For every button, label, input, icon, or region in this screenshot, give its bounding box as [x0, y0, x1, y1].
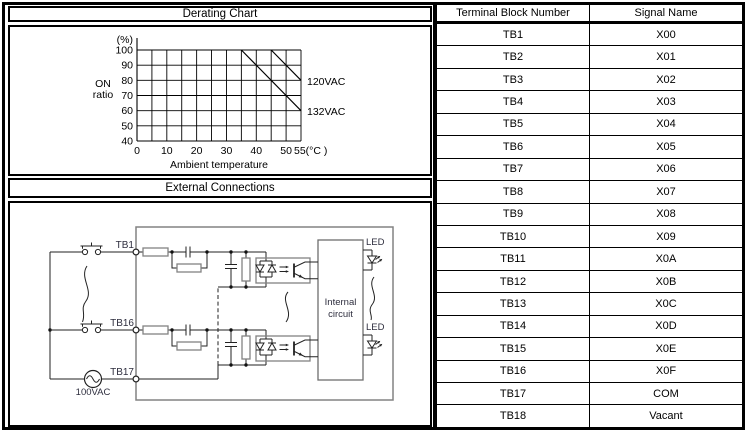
- signal-name-cell: X0A: [655, 253, 677, 266]
- table-row: [437, 204, 742, 226]
- tb17-label: TB17: [110, 367, 134, 378]
- input-circuit-tb16: [50, 321, 318, 367]
- y-axis-title-line2: ratio: [92, 89, 114, 101]
- terminal-block-cell: TB12: [437, 271, 590, 292]
- terminal-block-cell: TB17: [437, 383, 590, 404]
- table-row: [437, 69, 742, 91]
- y-tick-label: 100: [115, 44, 133, 57]
- terminal-block-cell: TB11: [437, 248, 590, 269]
- terminal-block-cell: TB5: [437, 114, 590, 135]
- table-row: [437, 316, 742, 338]
- terminal-block-cell: TB15: [437, 338, 590, 359]
- x-tick-label: 30: [220, 145, 233, 157]
- y-tick-label: 40: [121, 135, 133, 148]
- table-row: [437, 46, 742, 68]
- led-indicator-bottom: [363, 335, 382, 355]
- table-row: [437, 293, 742, 315]
- col-header-terminal-block: Terminal Block Number: [437, 5, 590, 21]
- continuation-squiggle-middle: [285, 292, 288, 322]
- terminal-block-cell: TB4: [437, 91, 590, 112]
- tb1-label: TB1: [115, 240, 134, 251]
- led-indicator-top: [363, 250, 382, 270]
- led-top-label: LED: [366, 237, 385, 248]
- derating-chart-panel: [8, 25, 432, 176]
- table-row: [437, 181, 742, 203]
- col-header-signal-name: Signal Name: [634, 7, 698, 19]
- y-tick-label: 80: [121, 74, 133, 87]
- signal-name-cell: X01: [656, 51, 676, 64]
- derating-chart-title: Derating Chart: [182, 8, 258, 20]
- signal-name-cell: X00: [656, 28, 676, 41]
- external-connections-diagram: [10, 203, 430, 425]
- y-tick-label: 60: [121, 105, 133, 118]
- table-row: [437, 405, 742, 426]
- terminal-block-cell: TB6: [437, 136, 590, 157]
- tb16-label: TB16: [110, 318, 134, 329]
- y-axis-title-line1: ON: [95, 78, 111, 90]
- signal-name-cell: X0D: [655, 320, 677, 333]
- terminal-block-cell: TB9: [437, 204, 590, 225]
- table-row: [437, 226, 742, 248]
- x-tick-label: 0: [134, 145, 140, 157]
- internal-circuit-label-line2: circuit: [328, 309, 353, 320]
- y-tick-label: 90: [121, 59, 133, 72]
- table-row: [437, 91, 742, 113]
- table-body: [437, 24, 742, 427]
- series-label-120VAC: 120VAC: [307, 75, 346, 88]
- terminal-block-cell: TB10: [437, 226, 590, 247]
- terminal-block-table: [433, 5, 742, 427]
- signal-name-cell: Vacant: [649, 410, 683, 423]
- table-row: [437, 361, 742, 383]
- continuation-squiggle-right: [370, 277, 374, 320]
- x-tick-label: 40: [250, 145, 263, 157]
- x-tick-label: 50: [280, 145, 292, 157]
- signal-name-cell: X0C: [655, 297, 677, 310]
- signal-name-cell: X07: [656, 185, 676, 198]
- table-row: [437, 159, 742, 181]
- terminal-block-cell: TB13: [437, 293, 590, 314]
- table-row: [437, 114, 742, 136]
- signal-name-cell: X08: [656, 208, 676, 221]
- external-connections-title: External Connections: [165, 182, 275, 194]
- signal-name-cell: X0F: [655, 365, 677, 378]
- signal-name-cell: X04: [656, 118, 676, 131]
- table-row: [437, 338, 742, 360]
- table-row: [437, 383, 742, 405]
- signal-name-cell: X05: [656, 140, 676, 153]
- terminal-block-cell: TB7: [437, 159, 590, 180]
- table-row: [437, 271, 742, 293]
- source-voltage-label: 100VAC: [75, 387, 111, 398]
- terminal-block-cell: TB3: [437, 69, 590, 90]
- continuation-squiggle-left: [83, 266, 89, 322]
- internal-circuit-label-line1: Internal: [324, 297, 357, 308]
- x-tick-label: 10: [160, 145, 173, 157]
- signal-name-cell: COM: [653, 387, 679, 400]
- signal-name-cell: X0B: [655, 275, 677, 288]
- series-label-132VAC: 132VAC: [307, 106, 346, 119]
- table-row: [437, 24, 742, 46]
- led-bottom-label: LED: [366, 322, 385, 333]
- table-header-row: [437, 5, 742, 24]
- ac-source-icon: [85, 371, 102, 388]
- terminal-block-cell: TB1: [437, 24, 590, 45]
- x-tick-label: 20: [190, 145, 203, 157]
- terminal-block-cell: TB18: [437, 405, 590, 426]
- signal-name-cell: X02: [656, 73, 676, 86]
- signal-name-cell: X09: [656, 230, 676, 243]
- signal-name-cell: X06: [656, 163, 676, 176]
- external-connections-header: [8, 178, 432, 198]
- signal-name-cell: X0E: [655, 342, 677, 355]
- x-axis-title: Ambient temperature: [169, 159, 269, 171]
- terminal-block-cell: TB8: [437, 181, 590, 202]
- y-unit-label: (%): [116, 34, 133, 46]
- signal-name-cell: X03: [656, 96, 676, 109]
- table-row: [437, 248, 742, 270]
- y-tick-label: 70: [121, 90, 133, 102]
- terminal-block-cell: TB16: [437, 361, 590, 382]
- table-row: [437, 136, 742, 158]
- y-tick-label: 50: [121, 120, 133, 133]
- external-connections-panel: [8, 201, 432, 427]
- derating-chart: [10, 27, 430, 174]
- x-tick-label: 55(°C ): [294, 145, 328, 157]
- terminal-block-cell: TB2: [437, 46, 590, 67]
- terminal-block-cell: TB14: [437, 316, 590, 337]
- input-circuit-tb1: [50, 243, 318, 289]
- derating-chart-header: [8, 6, 432, 22]
